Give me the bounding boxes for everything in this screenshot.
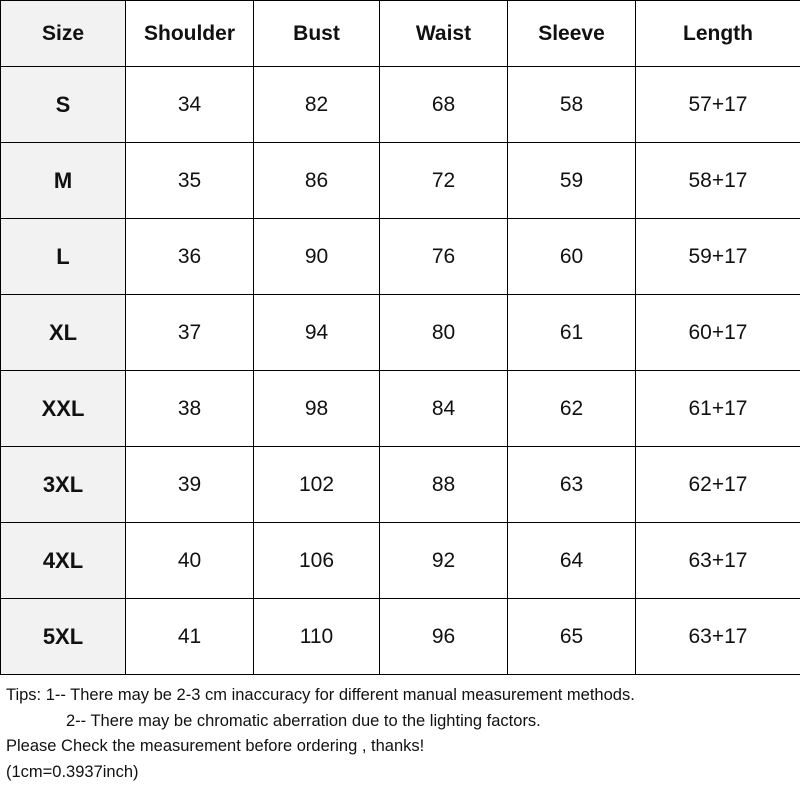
cell-bust: 106 <box>254 523 380 599</box>
column-header-length: Length <box>636 1 800 67</box>
cell-bust: 110 <box>254 599 380 675</box>
table-row <box>1 523 800 599</box>
cell-bust: 86 <box>254 143 380 219</box>
tips-line-4: (1cm=0.3937inch) <box>6 762 139 781</box>
cell-waist: 84 <box>380 371 508 447</box>
cell-size: S <box>1 67 126 143</box>
tips-line-2: 2-- There may be chromatic aberration due to the lighting factors. <box>66 711 541 730</box>
cell-size: XXL <box>1 371 126 447</box>
cell-shoulder: 38 <box>126 371 254 447</box>
table-header <box>1 1 800 67</box>
cell-bust: 90 <box>254 219 380 295</box>
column-header-waist: Waist <box>380 1 508 67</box>
column-header-shoulder: Shoulder <box>126 1 254 67</box>
cell-waist: 80 <box>380 295 508 371</box>
cell-shoulder: 34 <box>126 67 254 143</box>
cell-sleeve: 62 <box>508 371 636 447</box>
column-header-sleeve: Sleeve <box>508 1 636 67</box>
table-row <box>1 67 800 143</box>
cell-length: 59+17 <box>636 219 800 295</box>
cell-waist: 76 <box>380 219 508 295</box>
table-row <box>1 447 800 523</box>
tips-block <box>0 675 800 785</box>
cell-sleeve: 63 <box>508 447 636 523</box>
cell-size: L <box>1 219 126 295</box>
cell-shoulder: 40 <box>126 523 254 599</box>
cell-size: XL <box>1 295 126 371</box>
table-header-row <box>1 1 800 67</box>
cell-length: 63+17 <box>636 599 800 675</box>
cell-waist: 96 <box>380 599 508 675</box>
cell-sleeve: 58 <box>508 67 636 143</box>
cell-bust: 82 <box>254 67 380 143</box>
table-row <box>1 143 800 219</box>
cell-bust: 94 <box>254 295 380 371</box>
cell-waist: 72 <box>380 143 508 219</box>
cell-shoulder: 35 <box>126 143 254 219</box>
table-body <box>1 67 800 675</box>
table-row <box>1 599 800 675</box>
cell-length: 58+17 <box>636 143 800 219</box>
cell-length: 61+17 <box>636 371 800 447</box>
table-row <box>1 371 800 447</box>
cell-bust: 98 <box>254 371 380 447</box>
cell-size: 3XL <box>1 447 126 523</box>
column-header-bust: Bust <box>254 1 380 67</box>
table-row <box>1 219 800 295</box>
cell-sleeve: 61 <box>508 295 636 371</box>
cell-sleeve: 64 <box>508 523 636 599</box>
column-header-size: Size <box>1 1 126 67</box>
cell-waist: 68 <box>380 67 508 143</box>
cell-shoulder: 39 <box>126 447 254 523</box>
cell-sleeve: 59 <box>508 143 636 219</box>
tips-line-1: Tips: 1-- There may be 2-3 cm inaccuracy for different manual measurement methods. <box>6 686 635 704</box>
cell-length: 57+17 <box>636 67 800 143</box>
tips-line-3: Please Check the measurement before ordering , thanks! <box>6 737 425 756</box>
table-row <box>1 295 800 371</box>
cell-length: 60+17 <box>636 295 800 371</box>
cell-bust: 102 <box>254 447 380 523</box>
cell-length: 62+17 <box>636 447 800 523</box>
cell-shoulder: 36 <box>126 219 254 295</box>
cell-sleeve: 65 <box>508 599 636 675</box>
cell-waist: 88 <box>380 447 508 523</box>
cell-shoulder: 37 <box>126 295 254 371</box>
cell-size: 5XL <box>1 599 126 675</box>
cell-sleeve: 60 <box>508 219 636 295</box>
cell-length: 63+17 <box>636 523 800 599</box>
cell-waist: 92 <box>380 523 508 599</box>
cell-size: M <box>1 143 126 219</box>
cell-size: 4XL <box>1 523 126 599</box>
cell-shoulder: 41 <box>126 599 254 675</box>
